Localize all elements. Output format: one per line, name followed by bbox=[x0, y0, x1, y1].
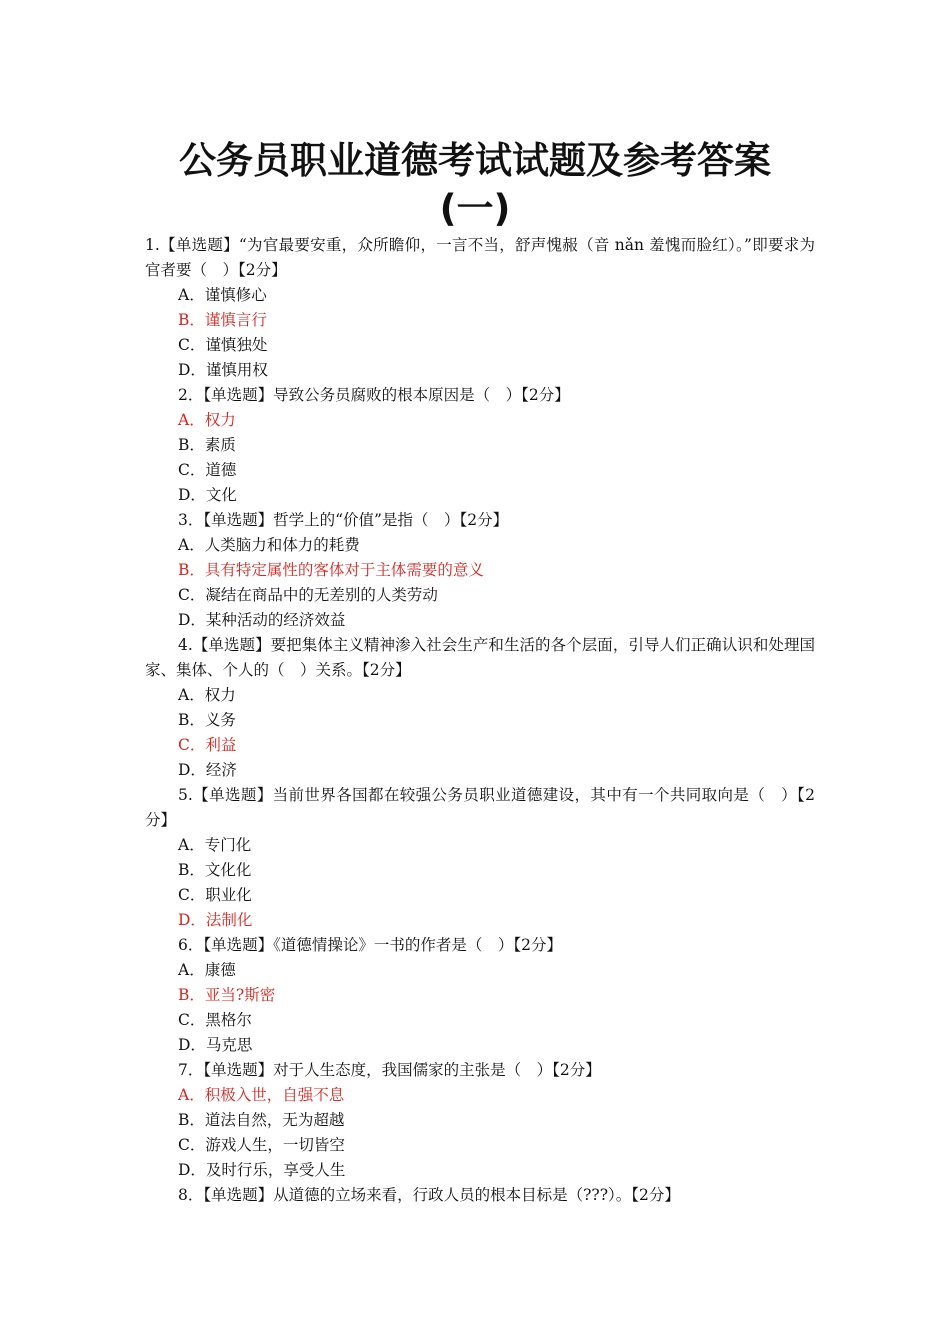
option-b: B．文化化 bbox=[178, 861, 252, 879]
option-c: C．游戏人生，一切皆空 bbox=[178, 1136, 345, 1154]
option-c: C．谨慎独处 bbox=[178, 336, 268, 354]
question-stem: 4.【单选题】要把集体主义精神渗入社会生产和生活的各个层面，引导人们正确认识和处理国家、集体、个人的（ ）关系。【2分】 bbox=[145, 636, 815, 679]
option-d: D．谨慎用权 bbox=[178, 361, 268, 379]
question-stem: 6．【单选题】《道德情操论》一书的作者是（ ）【2分】 bbox=[178, 936, 562, 954]
question-stem: 2．【单选题】导致公务员腐败的根本原因是（ ）【2分】 bbox=[178, 386, 570, 404]
option-d: D．经济 bbox=[178, 761, 237, 779]
option-a: A．专门化 bbox=[178, 836, 252, 854]
option-c: C．利益 bbox=[178, 736, 237, 754]
option-c: C．黑格尔 bbox=[178, 1011, 252, 1029]
option-a: A．权力 bbox=[178, 411, 236, 429]
option-c: C．道德 bbox=[178, 461, 237, 479]
option-b: B．道法自然，无为超越 bbox=[178, 1111, 345, 1129]
option-a: A．谨慎修心 bbox=[178, 286, 267, 304]
question-stem: 3．【单选题】哲学上的“价值”是指（ ）【2分】 bbox=[178, 511, 509, 529]
option-d: D．马克思 bbox=[178, 1036, 253, 1054]
option-c: C．职业化 bbox=[178, 886, 252, 904]
option-a: A．人类脑力和体力的耗费 bbox=[178, 536, 360, 554]
question-stem: 8．【单选题】从道德的立场来看，行政人员的根本目标是（???）。【2分】 bbox=[178, 1186, 680, 1204]
question-list bbox=[145, 233, 815, 1208]
option-d: D．某种活动的经济效益 bbox=[178, 611, 346, 629]
option-b: B．素质 bbox=[178, 436, 236, 454]
option-a: A．积极入世，自强不息 bbox=[178, 1086, 345, 1104]
option-b: B．谨慎言行 bbox=[178, 311, 267, 329]
option-b: B．亚当?斯密 bbox=[178, 986, 276, 1004]
option-a: A．权力 bbox=[178, 686, 236, 704]
option-d: D．法制化 bbox=[178, 911, 253, 929]
option-a: A．康德 bbox=[178, 961, 236, 979]
document-title-part: (一) bbox=[439, 187, 511, 230]
document-title: 公务员职业道德考试试题及参考答案 bbox=[179, 139, 771, 182]
option-b: B．义务 bbox=[178, 711, 236, 729]
option-b: B．具有特定属性的客体对于主体需要的意义 bbox=[178, 561, 484, 579]
question-stem: 1.【单选题】“为官最要安重，众所瞻仰，一言不当，舒声愧赧（音 nǎn 羞愧而脸红）。”即要求为官者要（ ）【2分】 bbox=[145, 236, 815, 279]
option-d: D．及时行乐，享受人生 bbox=[178, 1161, 346, 1179]
question-stem: 5.【单选题】当前世界各国都在较强公务员职业道德建设，其中有一个共同取向是（ ）【2分】 bbox=[145, 786, 815, 829]
question-stem: 7．【单选题】对于人生态度，我国儒家的主张是（ ）【2分】 bbox=[178, 1061, 601, 1079]
option-d: D．文化 bbox=[178, 486, 237, 504]
option-c: C．凝结在商品中的无差别的人类劳动 bbox=[178, 586, 438, 604]
